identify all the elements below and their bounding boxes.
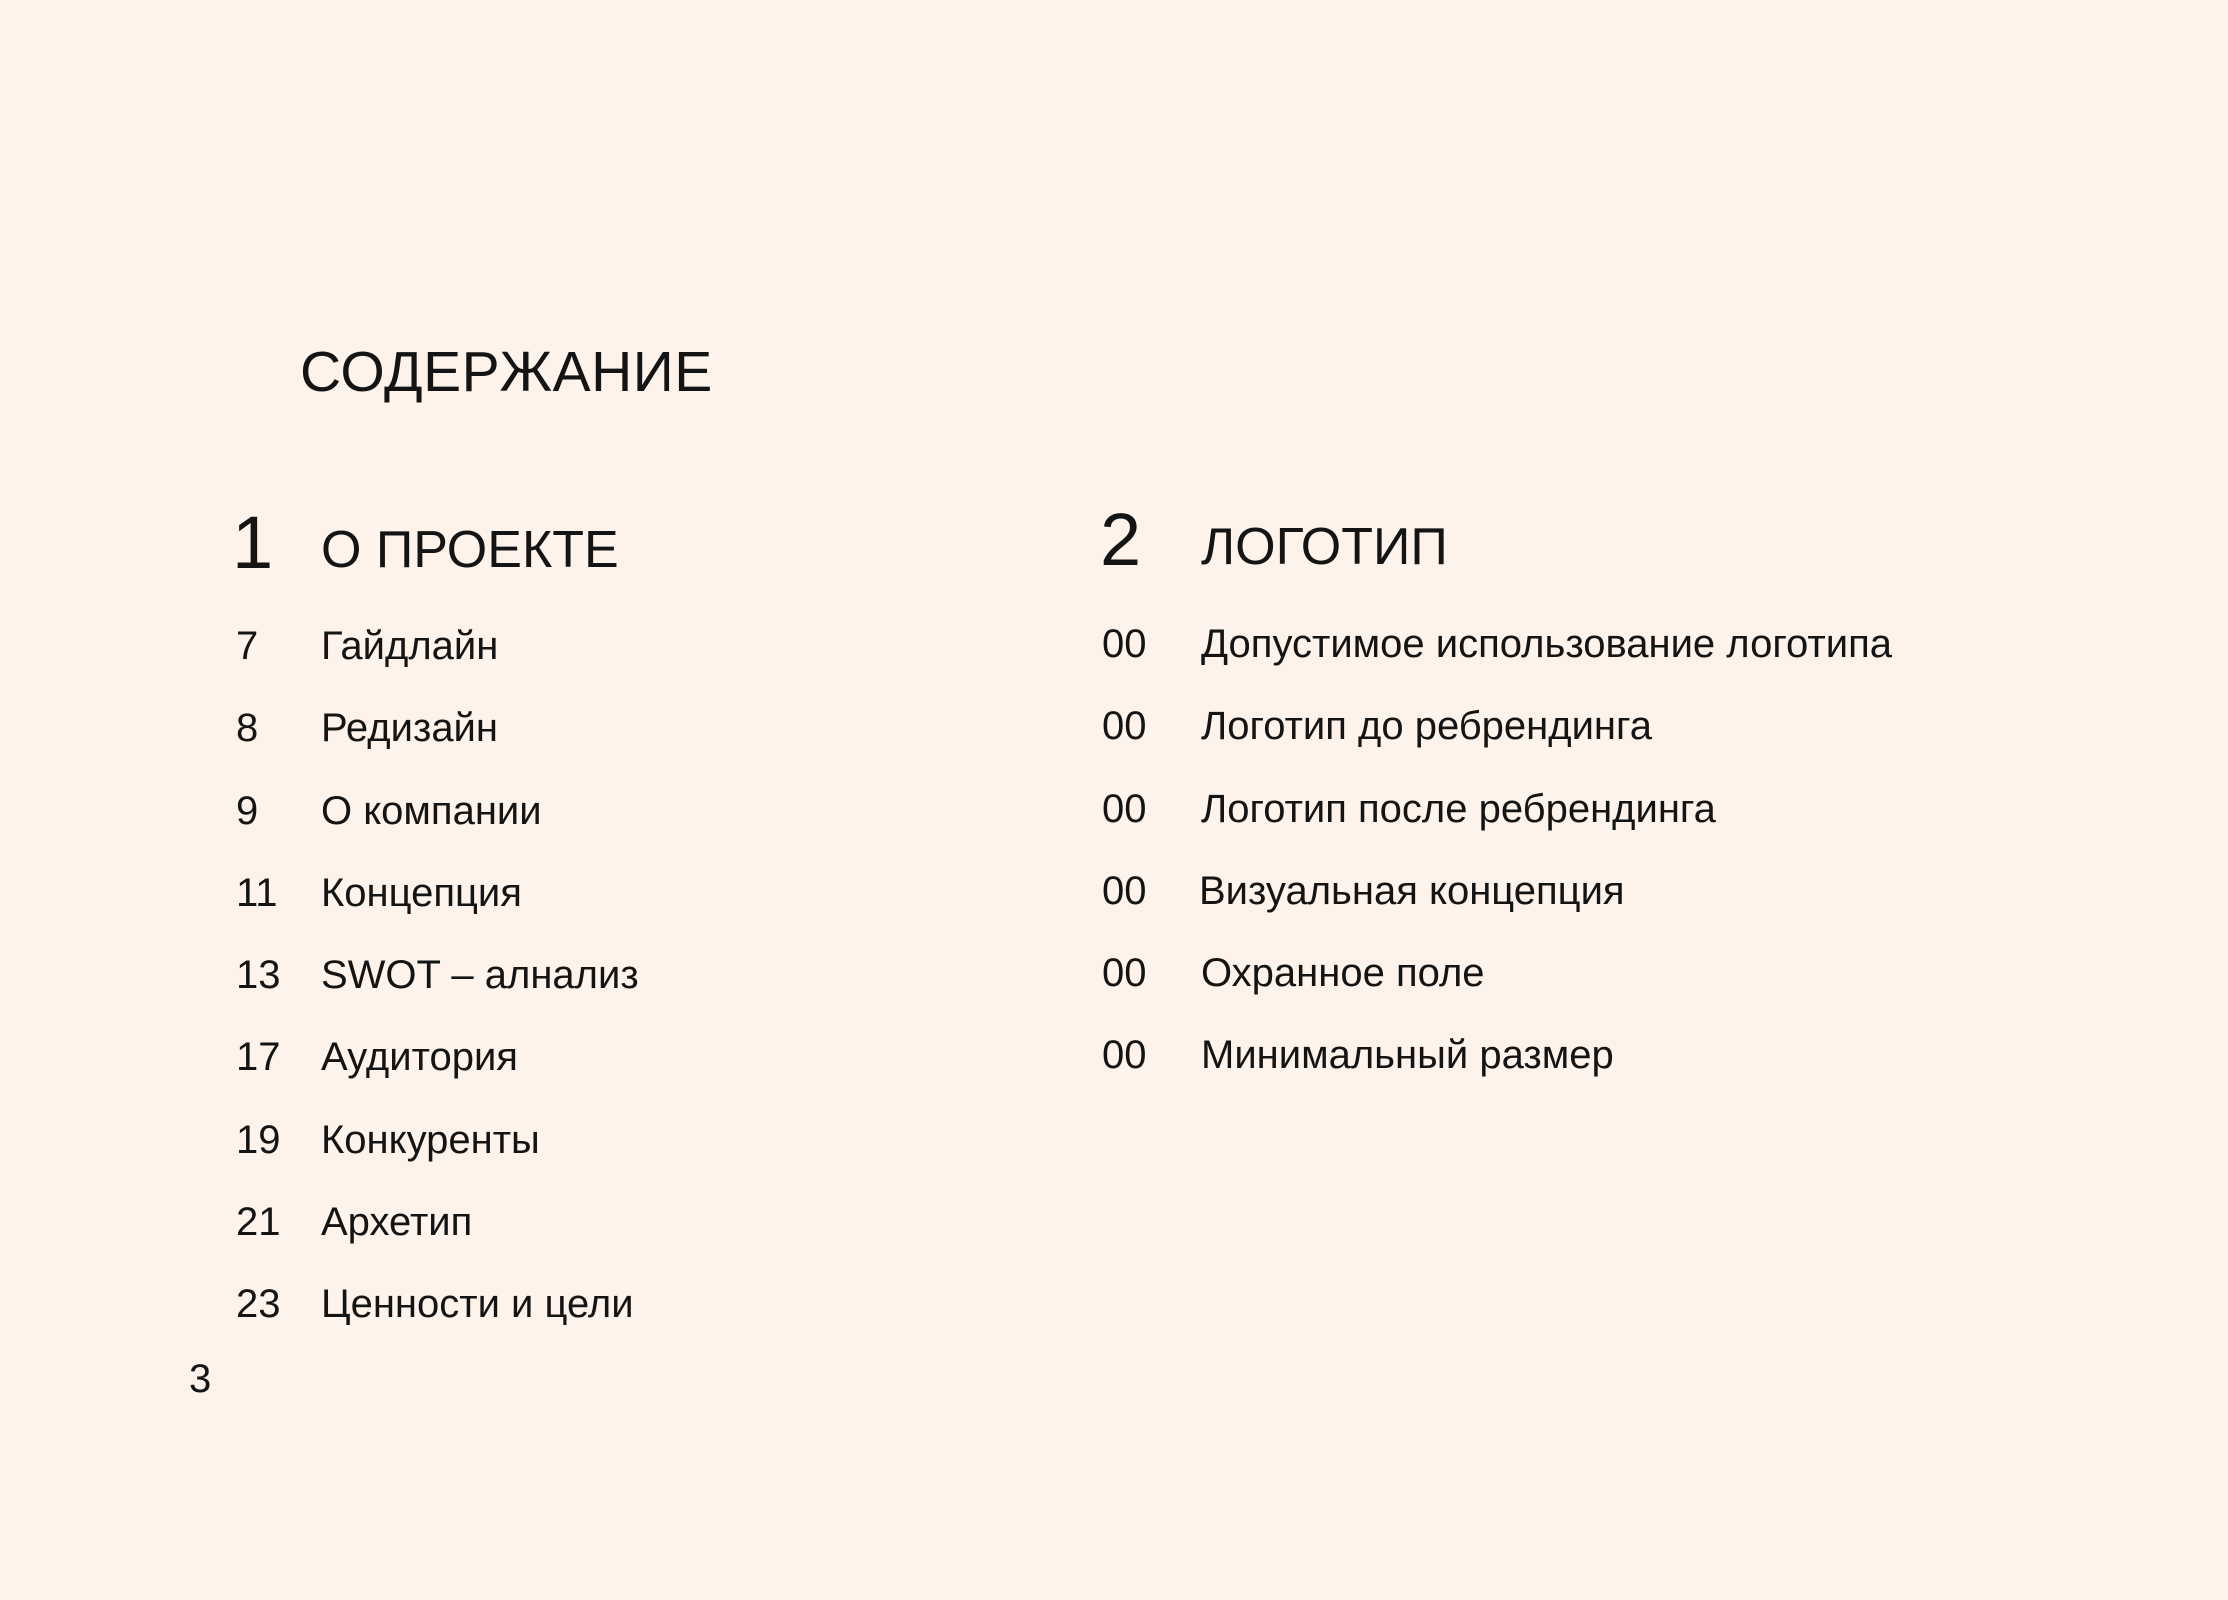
toc-item-label: Архетип [321, 1200, 473, 1245]
toc-item-page: 00 [1102, 1033, 1147, 1078]
toc-item-label: Минимальный размер [1201, 1033, 1614, 1078]
toc-item-label: Редизайн [321, 706, 498, 751]
toc-item-page: 9 [236, 788, 259, 833]
toc-item-page: 13 [236, 953, 281, 998]
toc-item-page: 19 [236, 1117, 281, 1162]
toc-item-page: 00 [1102, 704, 1147, 749]
toc-item-label: Гайдлайн [321, 624, 499, 668]
toc-item-page: 00 [1102, 622, 1147, 666]
toc-item-label: Логотип до ребрендинга [1201, 704, 1652, 749]
toc-item-label: Ценности и цели [321, 1282, 634, 1327]
toc-item-page: 23 [236, 1282, 281, 1327]
toc-item-page: 00 [1102, 951, 1147, 996]
section-number: 1 [232, 501, 274, 584]
toc-item-page: 7 [236, 624, 259, 668]
toc-item-page: 11 [236, 870, 278, 915]
toc-item-page: 00 [1102, 786, 1147, 831]
toc-item-page: 8 [236, 706, 259, 751]
toc-item-label: Логотип после ребрендинга [1201, 786, 1716, 831]
toc-item-label: Охранное поле [1201, 951, 1485, 996]
section-title: О ПРОЕКТЕ [321, 521, 619, 579]
toc-item-page: 00 [1102, 868, 1147, 913]
page-title: СОДЕРЖАНИЕ [300, 340, 713, 404]
section-title: ЛОГОТИП [1201, 518, 1448, 576]
section-number: 2 [1100, 498, 1142, 581]
toc-item-label: Допустимое использование логотипа [1201, 622, 1892, 666]
page-number: 3 [189, 1357, 212, 1401]
toc-item-label: Аудитория [321, 1035, 518, 1080]
toc-item-label: Визуальная концепция [1199, 868, 1625, 913]
toc-item-label: Конкуренты [321, 1117, 540, 1162]
toc-item-label: Концепция [321, 870, 522, 915]
toc-item-label: О компании [321, 788, 542, 833]
toc-item-label: SWOT – алнализ [321, 953, 639, 998]
toc-item-page: 21 [236, 1200, 281, 1245]
toc-item-page: 17 [236, 1035, 281, 1080]
